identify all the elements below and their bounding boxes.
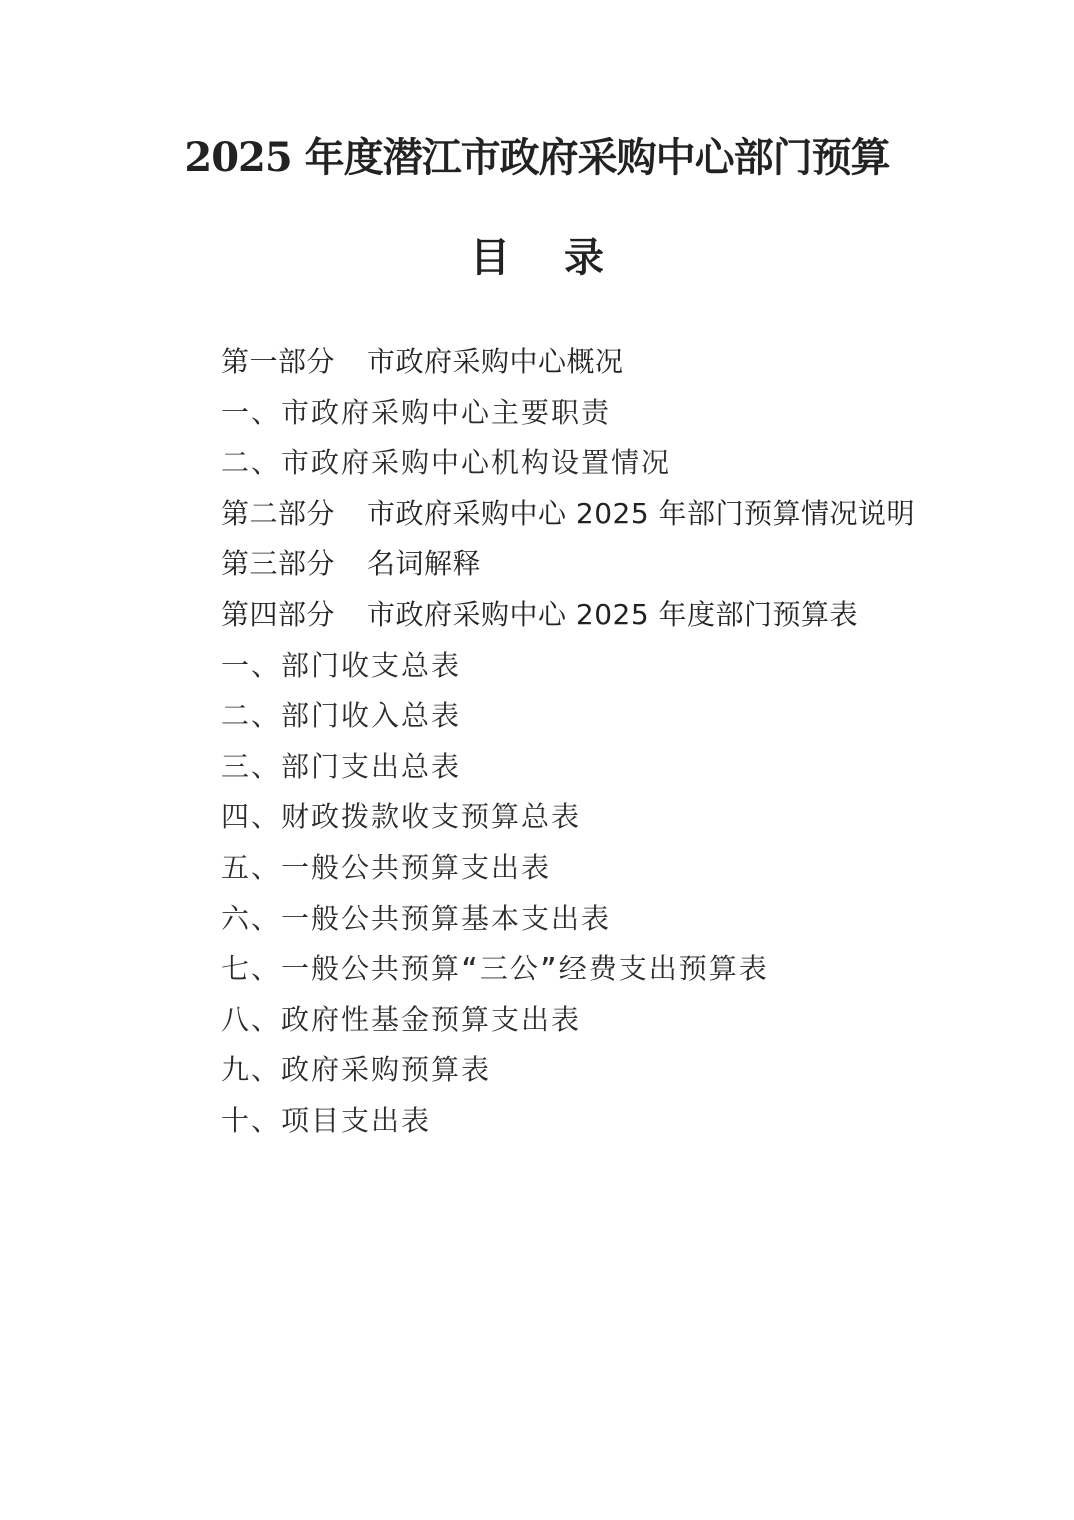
toc-item-part1-2[interactable]: 二、市政府采购中心机构设置情况 [221,446,672,480]
toc-item-part4-6[interactable]: 六、一般公共预算基本支出表 [221,901,612,935]
toc-item-part4-3[interactable]: 三、部门支出总表 [221,749,462,783]
toc-item-part4-7[interactable]: 七、一般公共预算“三公”经费支出预算表 [221,952,769,986]
toc-item-part1-1[interactable]: 一、市政府采购中心主要职责 [221,395,612,429]
table-of-contents [221,337,1041,1147]
toc-part-label: 第一部分 [221,345,336,378]
toc-part-text: 市政府采购中心概况 [367,345,624,378]
toc-heading: 目 录 [470,234,624,281]
toc-part-text: 名词解释 [367,547,482,581]
document-title: 2025 年度潜江市政府采购中心部门预算 [184,134,890,181]
toc-part-label: 第四部分 [221,597,336,631]
toc-part-4[interactable] [221,590,1041,641]
toc-part-2[interactable] [221,489,1041,540]
toc-item-part4-2[interactable]: 二、部门收入总表 [221,699,462,733]
toc-item-part4-9[interactable]: 九、政府采购预算表 [221,1053,492,1087]
toc-item-part4-5[interactable]: 五、一般公共预算支出表 [221,850,552,884]
toc-part-1[interactable] [221,337,1041,388]
toc-item-part4-4[interactable]: 四、财政拨款收支预算总表 [221,800,582,834]
toc-part-label: 第三部分 [221,547,336,581]
toc-item-part4-10[interactable]: 十、项目支出表 [221,1103,432,1137]
toc-item-part4-1[interactable]: 一、部门收支总表 [221,648,462,682]
toc-part-text: 市政府采购中心 2025 年部门预算情况说明 [367,496,916,530]
toc-part-label: 第二部分 [221,496,336,530]
toc-part-text: 市政府采购中心 2025 年度部门预算表 [367,597,859,631]
toc-item-part4-8[interactable]: 八、政府性基金预算支出表 [221,1002,582,1036]
toc-part-3[interactable] [221,539,1041,590]
